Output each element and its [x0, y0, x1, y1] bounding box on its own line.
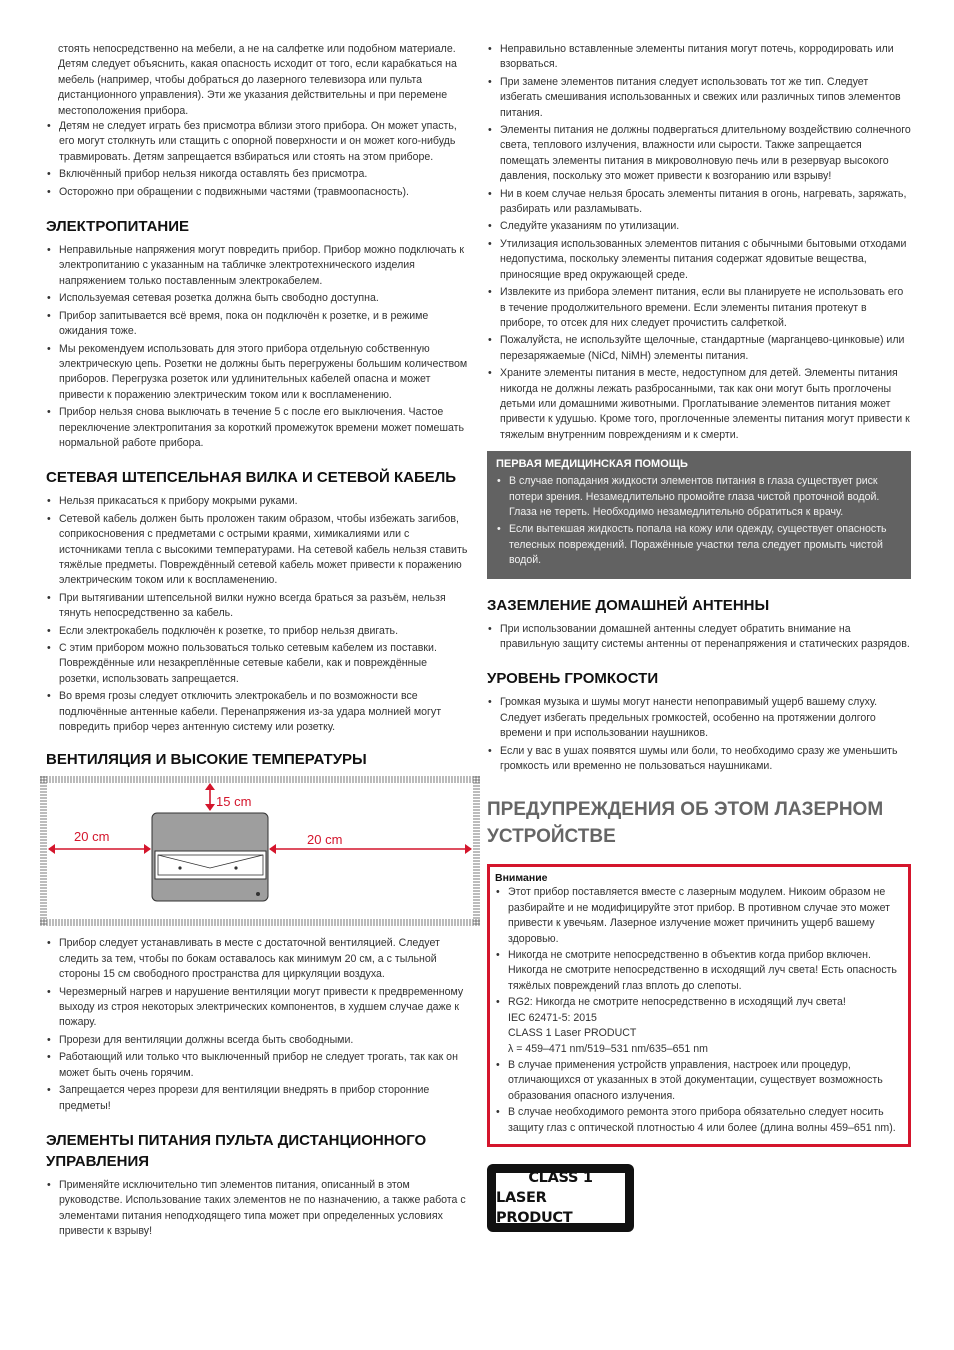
left-clearance-label: 20 cm	[74, 829, 110, 845]
class1-laser-product-label	[487, 1164, 634, 1232]
laser-warning-bullet-list	[495, 885, 900, 1136]
list-item: • Утилизация использованных элементов питания с обычными бытовыми отходами недопустима, поскольку элементы питания содержат ядовитые вещества, приносящие вред окружающей среде.	[487, 237, 911, 283]
wall-bottom	[40, 919, 480, 926]
right-clearance-arrow	[269, 844, 472, 854]
batteries-bullet-list	[46, 1178, 470, 1240]
list-item: • Следуйте указаниям по утилизации.	[487, 219, 911, 234]
top-clearance-label: 15 cm	[216, 794, 252, 810]
list-item: • Если у вас в ушах появятся шумы или боли, то необходимо сразу же уменьшить громкость или временно не пользоваться наушниками.	[487, 744, 911, 775]
list-item: • Если электрокабель подключён к розетке, то прибор нельзя двигать.	[46, 624, 470, 639]
power-heading: ЭЛЕКТРОПИТАНИЕ	[46, 218, 190, 236]
list-item: • Пожалуйста, не используйте щелочные, стандартные (марганцево-цинковые) или перезаряжаемые (NiCd, NiMH) элементы питания.	[487, 333, 911, 364]
list-item: • Прибор нельзя снова выключать в течение 5 с после его выключения. Частое переключение электропитания за короткий промежуток времени может помешать нормальной работе прибора.	[46, 405, 470, 451]
list-item: • Прорези для вентиляции должны всегда быть свободными.	[46, 1033, 470, 1048]
list-item: • С этим прибором можно пользоваться только сетевым кабелем из поставки. Повреждённые или незакреплённые сетевые кабели, как и повреждённые розетки, использовать запрещается.	[46, 641, 470, 687]
list-item: • Этот прибор поставляется вместе с лазерным модулем. Никоим образом не разбирайте и не модифицируйте этот прибор. В противном случае это может привести к увечьям. Лазерное излучение может причинить ущерб вашему здоровью.	[495, 885, 900, 947]
plug-bullet-list	[46, 494, 470, 735]
list-item: • Никогда не смотрите непосредственно в объектив когда прибор включен. Никогда не смотрите непосредственно в исходящий луч света! Есть опасность тяжёлых повреждений глаз вплоть до слепоты.	[495, 948, 900, 994]
left-column	[46, 42, 470, 1242]
batteries-heading: ЭЛЕМЕНТЫ ПИТАНИЯ ПУЛЬТА ДИСТАНЦИОННОГО УПРАВЛЕНИЯ	[46, 1131, 427, 1170]
ventilation-diagram	[40, 776, 480, 926]
wall-left	[40, 776, 47, 926]
list-item: • Нельзя прикасаться к прибору мокрыми руками.	[46, 494, 470, 509]
list-item: • При замене элементов питания следует использовать тот же тип. Следует избегать смешивания использованных и свежих или различных типов элементов питания.	[487, 75, 911, 121]
list-item: • Громкая музыка и шумы могут нанести непоправимый ущерб вашему слуху. Следует избегать предельных громкостей, особенно на протяжении долгого времени и при использовании наушников.	[487, 695, 911, 741]
list-item: • Неправильно вставленные элементы питания могут потечь, корродировать или взорваться.	[487, 42, 911, 73]
list-item: • Храните элементы питания в месте, недоступном для детей. Элементы питания никогда не должны лежать разбросанными, так как они могут быть проглочены детьми или домашними животными. Проглатывание элементов питания может привести к удушью. Кроме того, проглоченные элементы питания могут привести к тяжелым внутренним повреждениям и к смерти.	[487, 366, 911, 443]
plug-heading: СЕТЕВАЯ ШТЕПСЕЛЬНАЯ ВИЛКА И СЕТЕВОЙ КАБЕЛЬ	[46, 469, 457, 487]
grounding-bullet-list	[487, 622, 911, 653]
laser-warnings-heading: ПРЕДУПРЕЖДЕНИЯ ОБ ЭТОМ ЛАЗЕРНОМ УСТРОЙСТВЕ	[487, 799, 884, 848]
wall-right	[473, 776, 480, 926]
list-item: • В случае необходимого ремонта этого прибора обязательно следует носить защиту глаз с оптической плотностью 4 или более (длина волны 459–651 nm).	[495, 1105, 900, 1136]
laser-class-text: CLASS 1 Laser PRODUCT	[508, 1027, 637, 1040]
wall-top	[40, 776, 480, 783]
list-item: • Осторожно при обращении с подвижными частями (травмоопасность).	[46, 185, 470, 200]
projector-device	[152, 813, 268, 901]
list-item: • Сетевой кабель должен быть проложен таким образом, чтобы избежать загибов, соприкосновения с предметами с острыми краями, химикалиями или с источниками тепла с высокими температурами. На сетевой кабель нельзя ставить тяжёлые предметы. Повреждённый сетевой кабель может привести к поражению электрическим током или к воспламенению.	[46, 512, 470, 589]
list-item: • Во время грозы следует отключить электрокабель и по возможности все подлючённые антенные кабели. Перенапряжения из-за удара молнией могут повредить прибор через антенную систему или розетку.	[46, 689, 470, 735]
laser-warning-box	[487, 864, 911, 1147]
list-item: • Применяйте исключительно тип элементов питания, описанный в этом руководстве. Использование таких элементов не по назначению, а также работа с элементами питания неподходящего типа может при определенных условиях привести к взрыву!	[46, 1178, 470, 1240]
ventilation-bullet-list	[46, 936, 470, 1113]
intro-bullet-list	[46, 119, 470, 200]
volume-bullet-list	[487, 695, 911, 774]
list-item: • Если вытекшая жидкость попала на кожу или одежду, существует опасность телесных повреждений. Поражённые участки тела следует промыть чистой водой.	[496, 522, 902, 568]
grounding-heading: ЗАЗЕМЛЕНИЕ ДОМАШНЕЙ АНТЕННЫ	[487, 596, 770, 614]
right-column	[487, 42, 911, 1232]
intro-continued-text: стоять непосредственно на мебели, а не на салфетке или подобном материале. Детям следует объяснить, какая опасность исходит от того, если карабкаться на мебель (например, чтобы добраться до лазерного телевизора или пульта дистанционного управления). Эти же указания действительны и при перемене местоположения прибора.	[58, 43, 457, 117]
rg2-warning-text: • RG2: Никогда не смотрите непосредственно в исходящий луч света!	[508, 996, 846, 1009]
volume-heading: УРОВЕНЬ ГРОМКОСТИ	[487, 670, 659, 688]
wavelength-text: λ = 459–471 nm/519–531 nm/635–651 nm	[508, 1042, 708, 1055]
laser-label-line1: CLASS 1	[528, 1169, 593, 1186]
power-bullet-list	[46, 243, 470, 451]
list-item: • Извлеките из прибора элемент питания, если вы планируете не использовать его в течение продолжительного времени. Если элементы питания протекут в приборе, то отсек для них следует прочистить салфеткой.	[487, 285, 911, 331]
list-item: • Детям не следует играть без присмотра вблизи этого прибора. Он может упасть, его могут столкнуть или стащить с опорной поверхности и он может кого-нибудь травмировать. Детям запрещается взбираться или стоять на этом приборе.	[46, 119, 470, 165]
list-item: • В случае попадания жидкости элементов питания в глаза существует риск потери зрения. Незамедлительно промойте глаза чистой проточной водой. Глаза не тереть. Необходимо незамедлительно обратиться к врачу.	[496, 474, 902, 520]
list-item: • Элементы питания не должны подвергаться длительному воздействию солнечного света, теплового излучения, влажности или сырости. Также запрещается помещать элементы питания в микроволновую печь или в резервуар высокого давления, поскольку это может привести к возгоранию или взрыву!	[487, 123, 911, 185]
list-item: • Ни в коем случае нельзя бросать элементы питания в огонь, нагревать, заряжать, разбирать или разламывать.	[487, 187, 911, 218]
ventilation-clearance-illustration	[40, 776, 480, 926]
list-item: • Прибор следует устанавливать в месте с достаточной вентиляцией. Следует следить за тем, чтобы по бокам оставалось как минимум 20 см, а с тыльной стороны 15 см свободного пространства для циркуляции воздуха.	[46, 936, 470, 982]
list-item: • При вытягивании штепсельной вилки нужно всегда браться за разъём, нельзя тянуть непосредственно за кабель.	[46, 591, 470, 622]
iec-standard-text: IEC 62471-5: 2015	[508, 1011, 597, 1024]
top-clearance-arrow	[205, 783, 215, 811]
list-item: • Работающий или только что выключенный прибор не следует трогать, так как он может быть очень горячим.	[46, 1050, 470, 1081]
first-aid-bullet-list	[496, 474, 902, 568]
right-clearance-label: 20 cm	[307, 832, 343, 848]
first-aid-box	[487, 451, 911, 578]
left-clearance-arrow	[48, 844, 151, 854]
laser-warning-title: Внимание	[495, 872, 548, 885]
list-item: • Используемая сетевая розетка должна быть свободно доступна.	[46, 291, 470, 306]
list-item: • Включённый прибор нельзя никогда оставлять без присмотра.	[46, 167, 470, 182]
laser-label-line2: LASER PRODUCT	[496, 1189, 573, 1226]
list-item: • Прибор запитывается всё время, пока он подключён к розетке, и в режиме ожидания тоже.	[46, 309, 470, 340]
laser-label-inner	[496, 1169, 625, 1226]
list-item-rg2	[495, 995, 900, 1057]
list-item: • Запрещается через прорези для вентиляции внедрять в прибор сторонние предметы!	[46, 1083, 470, 1114]
list-item: • При использовании домашней антенны следует обратить внимание на правильную защиту системы антенны от перенапряжения и статических разрядов.	[487, 622, 911, 653]
list-item: • Черезмерный нагрев и нарушение вентиляции могут привести к предвременному выходу из строя некоторых электрических компонентов, в худшем случае даже к пожару.	[46, 985, 470, 1031]
first-aid-heading: ПЕРВАЯ МЕДИЦИНСКАЯ ПОМОЩЬ	[496, 458, 688, 471]
list-item: • Неправильные напряжения могут повредить прибор. Прибор можно подключать к электропитанию с указанным на табличке электротехнического изделия напряжением только поставленным электрокабелем.	[46, 243, 470, 289]
list-item: • В случае применения устройств управления, настроек или процедур, отличающихся от указанных в этой документации, существует возможность образования опасного излучения.	[495, 1058, 900, 1104]
ventilation-heading: ВЕНТИЛЯЦИЯ И ВЫСОКИЕ ТЕМПЕРАТУРЫ	[46, 751, 367, 769]
list-item: • Мы рекомендуем использовать для этого прибора отдельную собственную электрическую цепь. Розетки не должны быть перегружены большим количеством приборов. Перегрузка розеток или удлинительных кабелей опасна и может привести к поражению электрическим током или к воспламенению.	[46, 342, 470, 404]
battery-safety-bullet-list	[487, 42, 911, 443]
